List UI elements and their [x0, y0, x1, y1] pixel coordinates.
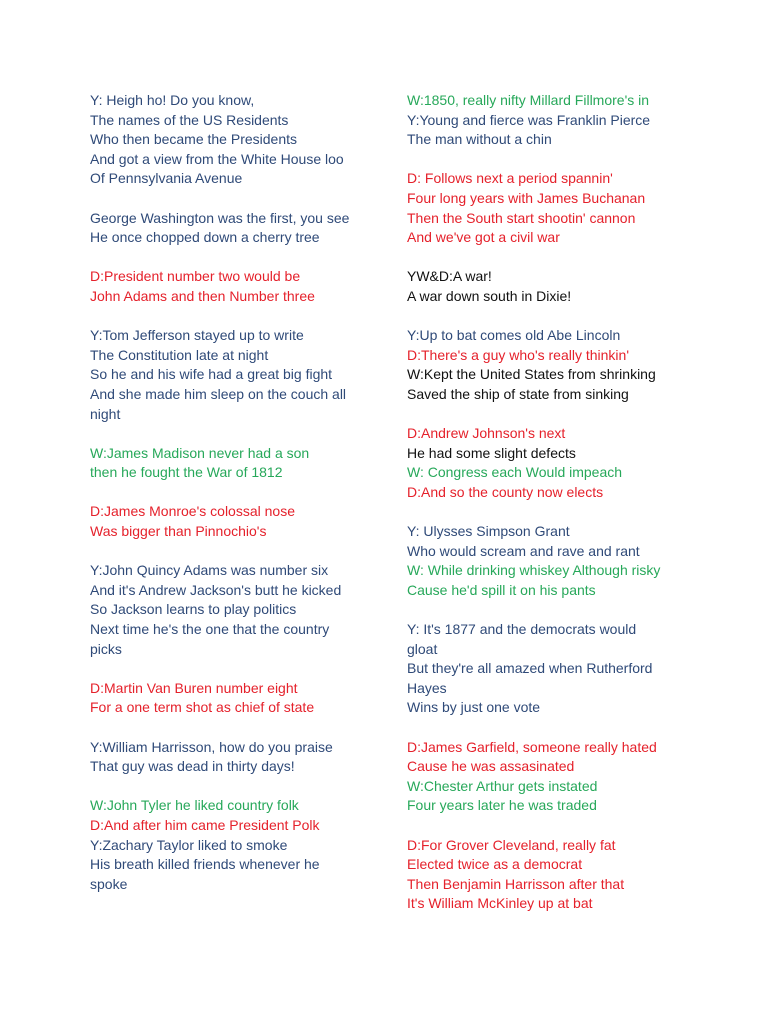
stanza — [407, 620, 737, 718]
lyric-line: Saved the ship of state from sinking — [407, 385, 629, 402]
lyric-line: D: Follows next a period spannin' — [407, 170, 613, 187]
stanza — [407, 424, 737, 502]
lyric-line: Y:Up to bat comes old Abe Lincoln — [407, 327, 621, 344]
lyric-line: Then the South start shootin' cannon — [407, 209, 636, 226]
lyric-line: D:Andrew Johnson's next — [407, 425, 566, 442]
stanza — [90, 267, 420, 306]
lyric-line: That guy was dead in thirty days! — [90, 758, 295, 775]
lyric-line: W:Kept the United States from shrinking — [407, 366, 656, 383]
stanza — [407, 836, 737, 914]
lyric-line: He once chopped down a cherry tree — [90, 229, 320, 246]
lyric-line: So Jackson learns to play politics — [90, 601, 297, 618]
lyric-line: Four years later he was traded — [407, 797, 597, 814]
stanza — [90, 502, 420, 541]
lyric-line: W:1850, really nifty Millard Fillmore's in — [407, 92, 650, 108]
lyric-line: But they're all amazed when Rutherford — [407, 660, 653, 677]
lyric-line: D:And after him came President Polk — [90, 816, 320, 833]
stanza — [90, 561, 420, 659]
lyric-line: D:James Garfield, someone really hated — [407, 738, 657, 755]
lyric-line: D:President number two would be — [90, 268, 301, 285]
lyric-line: Y:Young and fierce was Franklin Pierce — [407, 111, 651, 128]
lyric-line: Cause he'd spill it on his pants — [407, 581, 596, 598]
lyric-line: His breath killed friends whenever he — [90, 856, 320, 873]
lyric-line: W: While drinking whiskey Although risky — [407, 562, 661, 579]
stanza — [407, 738, 737, 816]
lyric-line: Four long years with James Buchanan — [407, 189, 646, 206]
lyric-line: D:James Monroe's colossal nose — [90, 503, 295, 520]
stanza — [90, 91, 420, 189]
lyric-line: Wins by just one vote — [407, 699, 541, 716]
lyric-line: The names of the US Residents — [90, 111, 289, 128]
stanza — [90, 209, 420, 248]
lyric-line: Next time he's the one that the country — [90, 621, 330, 638]
lyric-line: And got a view from the White House loo — [90, 150, 344, 167]
lyric-line: The Constitution late at night — [90, 346, 269, 363]
lyric-line: George Washington was the first, you see — [90, 209, 350, 226]
lyric-line: And she made him sleep on the couch all — [90, 385, 347, 402]
lyric-line: For a one term shot as chief of state — [90, 699, 315, 716]
stanza — [407, 169, 737, 247]
lyric-line: A war down south in Dixie! — [407, 287, 572, 304]
lyric-line: night — [90, 405, 121, 422]
stanza — [90, 738, 420, 777]
lyric-line: Who then became the Presidents — [90, 131, 298, 148]
stanza — [407, 267, 737, 306]
lyric-line: D:There's a guy who's really thinkin' — [407, 346, 630, 363]
lyric-line: gloat — [407, 640, 438, 657]
lyric-line: He had some slight defects — [407, 444, 576, 461]
lyric-line: Who would scream and rave and rant — [407, 542, 640, 559]
lyric-line: Y:Zachary Taylor liked to smoke — [90, 836, 288, 853]
lyric-line: Y:Tom Jefferson stayed up to write — [90, 327, 304, 344]
lyric-line: W: Congress each Would impeach — [407, 464, 623, 481]
lyric-line: John Adams and then Number three — [90, 287, 315, 304]
lyric-line: D:And so the county now elects — [407, 483, 604, 500]
lyric-line: Was bigger than Pinnochio's — [90, 523, 267, 540]
lyric-line: Y:John Quincy Adams was number six — [90, 562, 329, 579]
lyric-line: And it's Andrew Jackson's butt he kicked — [90, 581, 342, 598]
lyric-line: Then Benjamin Harrisson after that — [407, 875, 625, 892]
lyric-line: So he and his wife had a great big fight — [90, 366, 333, 383]
lyric-line: Y: Heigh ho! Do you know, — [90, 92, 255, 108]
lyric-line: Y: Ulysses Simpson Grant — [407, 523, 570, 540]
stanza — [90, 444, 420, 483]
lyrics-column-left — [90, 91, 420, 914]
lyric-line: And we've got a civil war — [407, 229, 560, 246]
stanza — [407, 522, 737, 600]
lyrics-column-right — [407, 91, 737, 934]
lyric-line: W:John Tyler he liked country folk — [90, 797, 299, 814]
lyric-line: W:Chester Arthur gets instated — [407, 777, 598, 794]
lyric-line: The man without a chin — [407, 131, 552, 148]
lyric-line: Y:William Harrisson, how do you praise — [90, 738, 333, 755]
lyric-line: D:Martin Van Buren number eight — [90, 679, 298, 696]
lyric-line: Y: It's 1877 and the democrats would — [407, 621, 637, 638]
lyric-line: picks — [90, 640, 122, 657]
stanza — [90, 679, 420, 718]
lyric-line: It's William McKinley up at bat — [407, 895, 593, 912]
stanza — [407, 91, 737, 150]
lyric-line: Hayes — [407, 679, 447, 696]
stanza — [407, 326, 737, 404]
lyric-line: YW&D:A war! — [407, 268, 492, 285]
lyric-line: Of Pennsylvania Avenue — [90, 170, 243, 187]
lyric-line: W:James Madison never had a son — [90, 444, 310, 461]
lyric-line: spoke — [90, 875, 128, 892]
stanza — [90, 796, 420, 894]
lyric-line: Elected twice as a democrat — [407, 856, 583, 873]
lyric-line: Cause he was assasinated — [407, 758, 575, 775]
lyric-line: D:For Grover Cleveland, really fat — [407, 836, 616, 853]
lyric-line: then he fought the War of 1812 — [90, 464, 283, 481]
stanza — [90, 326, 420, 424]
